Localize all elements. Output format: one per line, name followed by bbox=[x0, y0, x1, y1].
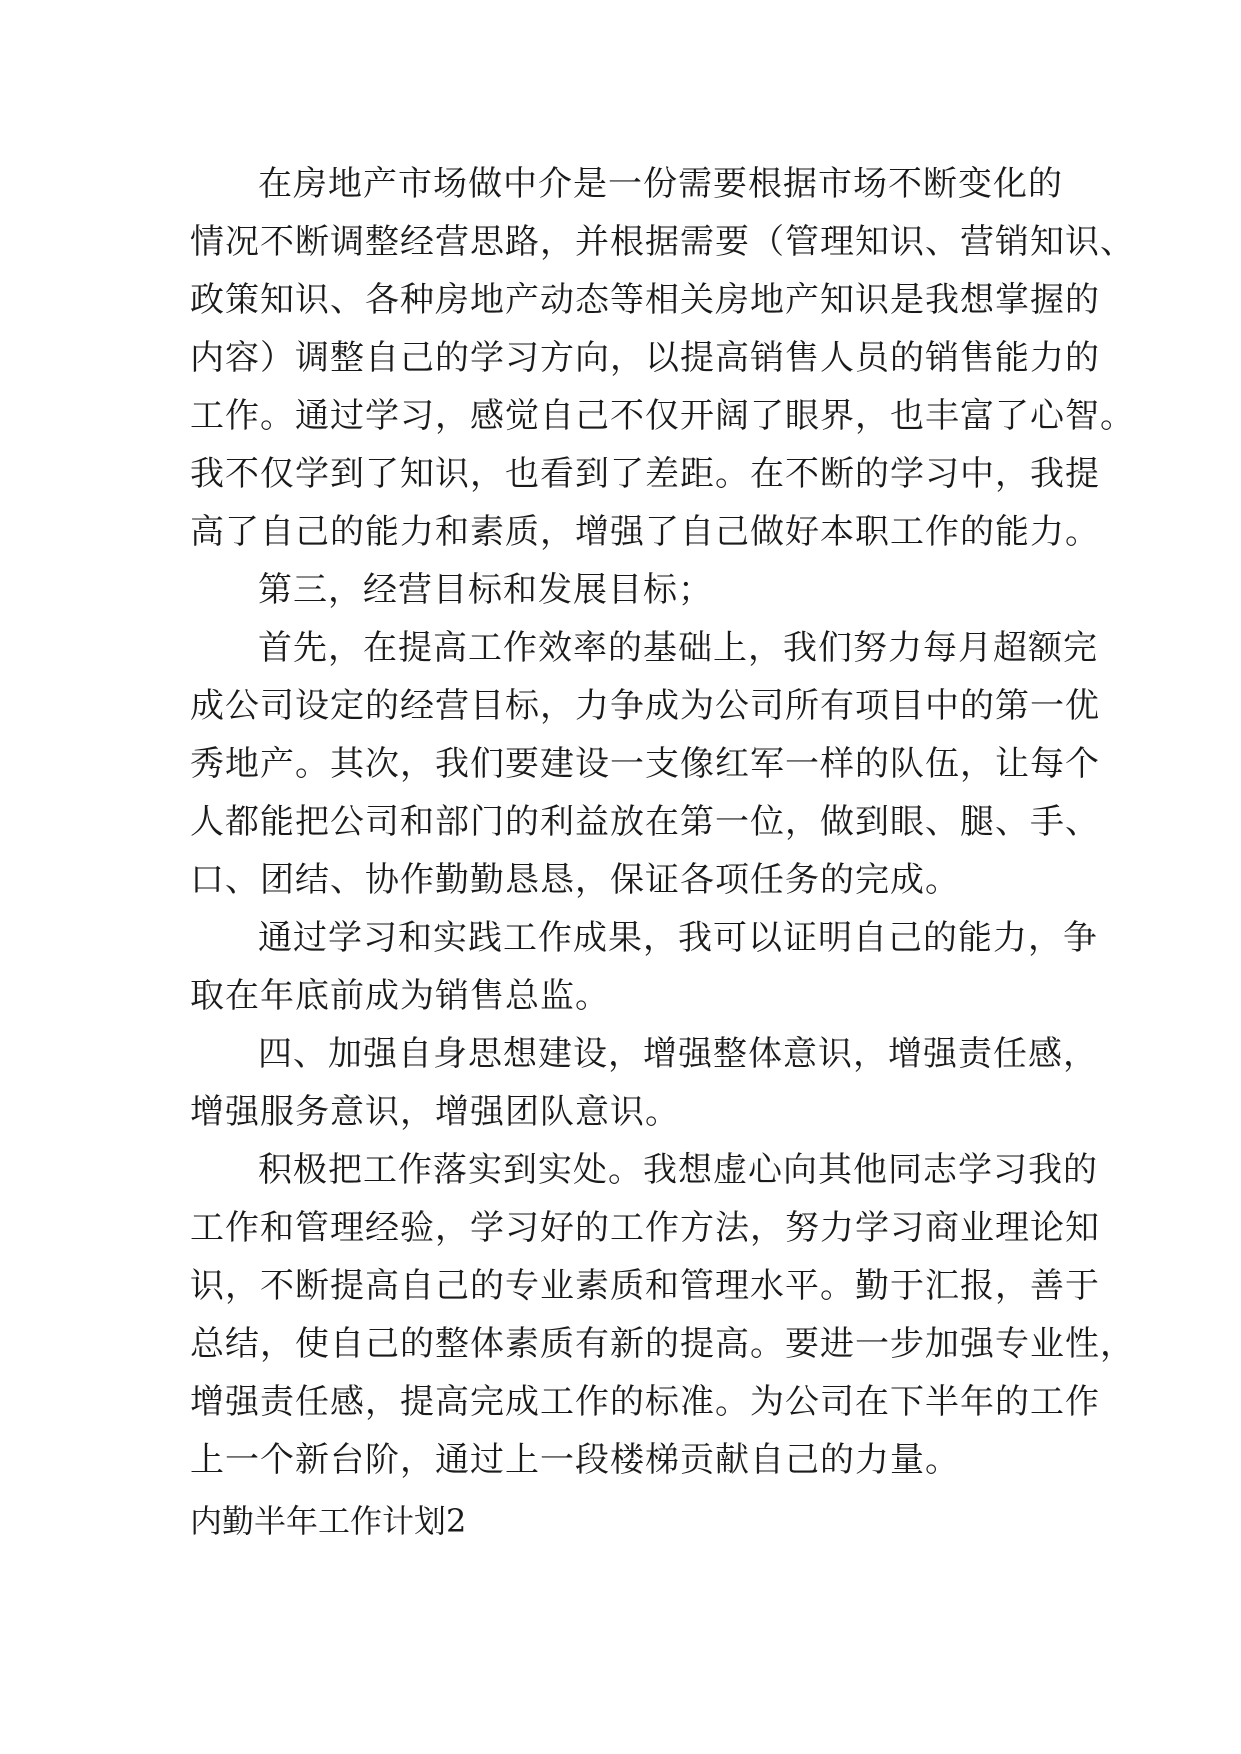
paragraph-line: 识，不断提高自己的专业素质和管理水平。勤于汇报，善于 bbox=[190, 1266, 1100, 1306]
paragraph-line: 上一个新台阶，通过上一段楼梯贡献自己的力量。 bbox=[190, 1440, 960, 1480]
paragraph-line: 秀地产。其次，我们要建设一支像红军一样的队伍，让每个 bbox=[190, 744, 1100, 784]
paragraph-line: 取在年底前成为销售总监。 bbox=[190, 976, 610, 1016]
paragraph-line: 成公司设定的经营目标，力争成为公司所有项目中的第一优 bbox=[190, 686, 1100, 726]
paragraph-line: 通过学习和实践工作成果，我可以证明自己的能力，争 bbox=[258, 918, 1098, 958]
paragraph-line: 增强服务意识，增强团队意识。 bbox=[190, 1092, 680, 1132]
paragraph-line: 增强责任感，提高完成工作的标准。为公司在下半年的工作 bbox=[190, 1382, 1100, 1422]
paragraph-line: 首先，在提高工作效率的基础上，我们努力每月超额完 bbox=[258, 628, 1098, 668]
paragraph-line: 高了自己的能力和素质，增强了自己做好本职工作的能力。 bbox=[190, 512, 1100, 552]
paragraph-line: 内容）调整自己的学习方向，以提高销售人员的销售能力的 bbox=[190, 338, 1100, 378]
paragraph-line: 情况不断调整经营思路，并根据需要（管理知识、营销知识、 bbox=[190, 222, 1135, 262]
paragraph-line: 在房地产市场做中介是一份需要根据市场不断变化的 bbox=[258, 164, 1063, 204]
paragraph-line: 工作。通过学习，感觉自己不仅开阔了眼界，也丰富了心智。 bbox=[190, 396, 1135, 436]
paragraph-line: 总结，使自己的整体素质有新的提高。要进一步加强专业性， bbox=[190, 1324, 1135, 1364]
paragraph-line: 第三，经营目标和发展目标； bbox=[258, 570, 713, 610]
paragraph-line: 我不仅学到了知识，也看到了差距。在不断的学习中，我提 bbox=[190, 454, 1100, 494]
paragraph-line: 人都能把公司和部门的利益放在第一位，做到眼、腿、手、 bbox=[190, 802, 1100, 842]
paragraph-line: 政策知识、各种房地产动态等相关房地产知识是我想掌握的 bbox=[190, 280, 1100, 320]
paragraph-line: 口、团结、协作勤勤恳恳，保证各项任务的完成。 bbox=[190, 860, 960, 900]
paragraph-line: 工作和管理经验，学习好的工作方法，努力学习商业理论知 bbox=[190, 1208, 1100, 1248]
section-title: 内勤半年工作计划2 bbox=[190, 1502, 467, 1540]
paragraph-line: 积极把工作落实到实处。我想虚心向其他同志学习我的 bbox=[258, 1150, 1098, 1190]
paragraph-line: 四、加强自身思想建设，增强整体意识，增强责任感， bbox=[258, 1034, 1098, 1074]
